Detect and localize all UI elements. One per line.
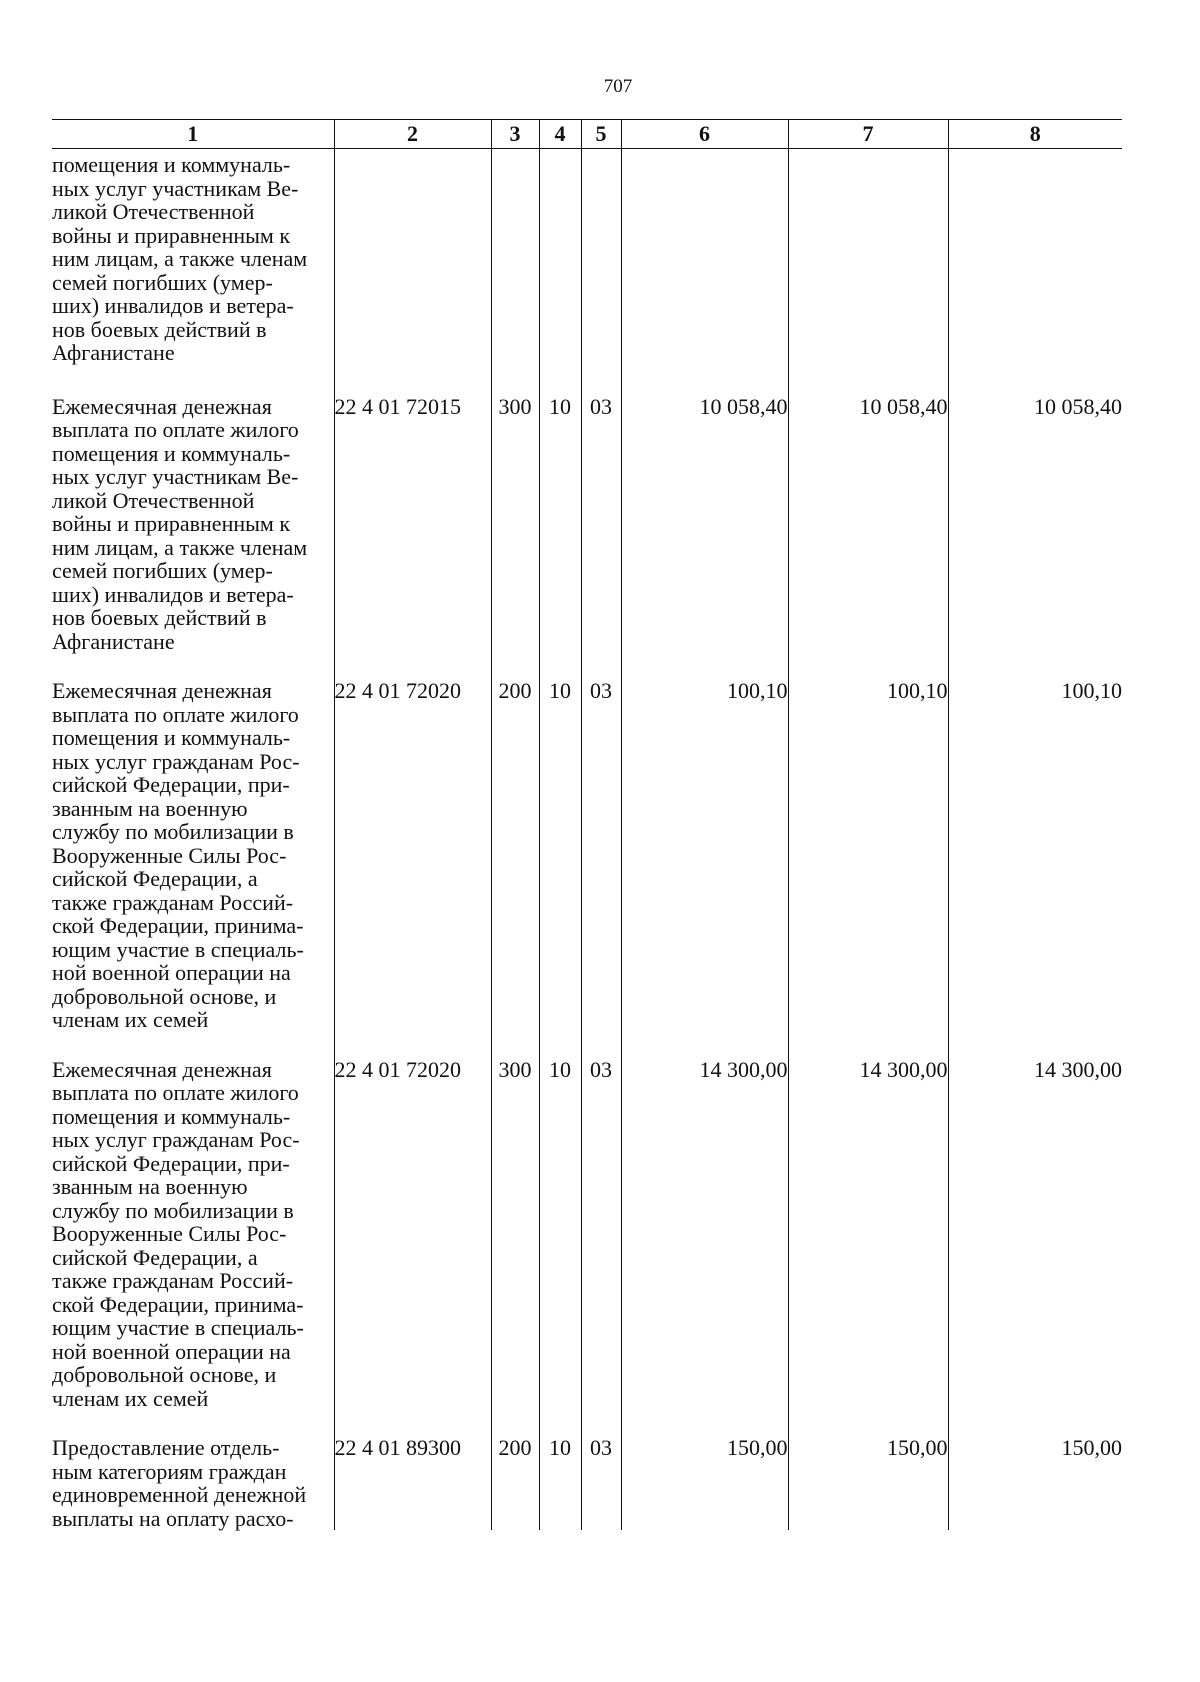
subsection-code: 03 <box>581 1432 621 1530</box>
expense-type: 200 <box>491 675 539 1054</box>
description-line: выплата по оплате жилого <box>52 701 299 727</box>
description-line: ных услуг участникам Ве- <box>52 464 299 489</box>
column-header: 5 <box>581 120 621 149</box>
expense-type: 300 <box>491 1054 539 1433</box>
description-line: Ежемесячная денежная <box>52 393 272 419</box>
section-code: 10 <box>539 1054 581 1433</box>
table-row <box>52 1054 1122 1433</box>
description-line: Вооруженные Силы Рос- <box>52 842 287 868</box>
row-description <box>52 675 334 1054</box>
description-line: выплата по оплате жилого <box>52 417 299 442</box>
description-line: ликой Отечественной <box>52 487 255 513</box>
description-line: единовременной денежной <box>52 1482 307 1507</box>
description-line: ним лицам, а также членам <box>52 534 308 560</box>
budget-table <box>52 119 1122 1530</box>
column-header: 7 <box>788 120 948 149</box>
description-line: ской Федерации, принима- <box>52 1291 304 1317</box>
row-description <box>52 1054 334 1433</box>
row-description <box>52 1432 334 1530</box>
description-line: помещения и коммуналь- <box>52 725 291 750</box>
expense-type: 300 <box>491 387 539 676</box>
description-line: нов боевых действий в <box>52 605 267 630</box>
expense-type: 200 <box>491 1432 539 1530</box>
description-line: ющим участие в специаль- <box>52 936 304 962</box>
description-line: званным на военную <box>52 795 248 821</box>
description-line: сийской Федерации, а <box>52 1244 258 1270</box>
description-line: Афганистане <box>52 340 175 365</box>
description-line: ных услуг участникам Ве- <box>52 175 299 201</box>
description-line: добровольной основе, и <box>52 1362 277 1387</box>
description-line: помещения и коммуналь- <box>52 440 291 466</box>
description-line: сийской Федерации, при- <box>52 772 290 797</box>
target-article-code: 22 4 01 72020 <box>334 1054 491 1433</box>
header-row <box>52 120 1122 149</box>
description-line: войны и приравненным к <box>52 511 291 536</box>
description-line: службу по мобилизации в <box>52 1197 294 1223</box>
amount-col-7: 150,00 <box>788 1432 948 1530</box>
column-header: 3 <box>491 120 539 149</box>
description-line: ших) инвалидов и ветера- <box>52 293 294 318</box>
description-line: ных услуг гражданам Рос- <box>52 748 300 774</box>
subsection-code: 03 <box>581 1054 621 1433</box>
amount-col-8: 14 300,00 <box>948 1054 1122 1433</box>
description-line: ших) инвалидов и ветера- <box>52 581 294 607</box>
table-row <box>52 387 1122 676</box>
description-line: также гражданам Россий- <box>52 889 294 915</box>
section-code: 10 <box>539 387 581 676</box>
row-description <box>52 149 334 387</box>
description-line: выплата по оплате жилого <box>52 1080 299 1105</box>
description-line: войны и приравненным к <box>52 222 291 248</box>
description-line: помещения и коммуналь- <box>52 152 291 177</box>
description-line: сийской Федерации, при- <box>52 1150 290 1176</box>
column-header: 1 <box>52 120 334 149</box>
row-description <box>52 387 334 676</box>
description-line: ных услуг гражданам Рос- <box>52 1127 300 1152</box>
target-article-code: 22 4 01 72015 <box>334 387 491 676</box>
description-line: Ежемесячная денежная <box>52 1056 272 1082</box>
table-row <box>52 675 1122 1054</box>
section-code: 10 <box>539 675 581 1054</box>
description-line: ным категориям граждан <box>52 1458 287 1484</box>
description-line: выплаты на оплату расхо- <box>52 1505 294 1531</box>
amount-col-8: 100,10 <box>948 675 1122 1054</box>
amount-col-7: 14 300,00 <box>788 1054 948 1433</box>
description-line: званным на военную <box>52 1174 248 1199</box>
column-header: 4 <box>539 120 581 149</box>
amount-col-8: 10 058,40 <box>948 387 1122 676</box>
description-line: также гражданам Россий- <box>52 1268 294 1293</box>
description-line: ской Федерации, принима- <box>52 913 304 938</box>
target-article-code: 22 4 01 72020 <box>334 675 491 1054</box>
description-line: Афганистане <box>52 628 175 654</box>
amount-col-7: 10 058,40 <box>788 387 948 676</box>
target-article-code: 22 4 01 89300 <box>334 1432 491 1530</box>
description-line: помещения и коммуналь- <box>52 1103 291 1129</box>
description-line: членам их семей <box>52 1385 209 1411</box>
description-line: Ежемесячная денежная <box>52 678 272 703</box>
section-code: 10 <box>539 1432 581 1530</box>
table-row <box>52 1432 1122 1530</box>
description-line: ним лицам, а также членам <box>52 246 308 271</box>
amount-col-8: 150,00 <box>948 1432 1122 1530</box>
subsection-code: 03 <box>581 387 621 676</box>
amount-col-6: 14 300,00 <box>621 1054 788 1433</box>
description-line: Вооруженные Силы Рос- <box>52 1221 287 1246</box>
description-line: ной военной операции на <box>52 960 291 985</box>
description-line: сийской Федерации, а <box>52 866 258 891</box>
table-row-continuation <box>52 149 1122 387</box>
description-line: службу по мобилизации в <box>52 819 294 844</box>
description-line: ной военной операции на <box>52 1338 291 1364</box>
description-line: нов боевых действий в <box>52 316 267 342</box>
description-line: семей погибших (умер- <box>52 558 273 583</box>
description-line: добровольной основе, и <box>52 983 277 1009</box>
amount-col-7: 100,10 <box>788 675 948 1054</box>
column-header: 2 <box>334 120 491 149</box>
subsection-code: 03 <box>581 675 621 1054</box>
description-line: ющим участие в специаль- <box>52 1315 304 1340</box>
amount-col-6: 10 058,40 <box>621 387 788 676</box>
column-header: 8 <box>948 120 1122 149</box>
description-line: Предоставление отдель- <box>52 1435 280 1460</box>
description-line: семей погибших (умер- <box>52 269 273 295</box>
amount-col-6: 150,00 <box>621 1432 788 1530</box>
page-number: 707 <box>603 76 633 97</box>
column-header: 6 <box>621 120 788 149</box>
description-line: членам их семей <box>52 1007 209 1032</box>
amount-col-6: 100,10 <box>621 675 788 1054</box>
description-line: ликой Отечественной <box>52 199 255 224</box>
